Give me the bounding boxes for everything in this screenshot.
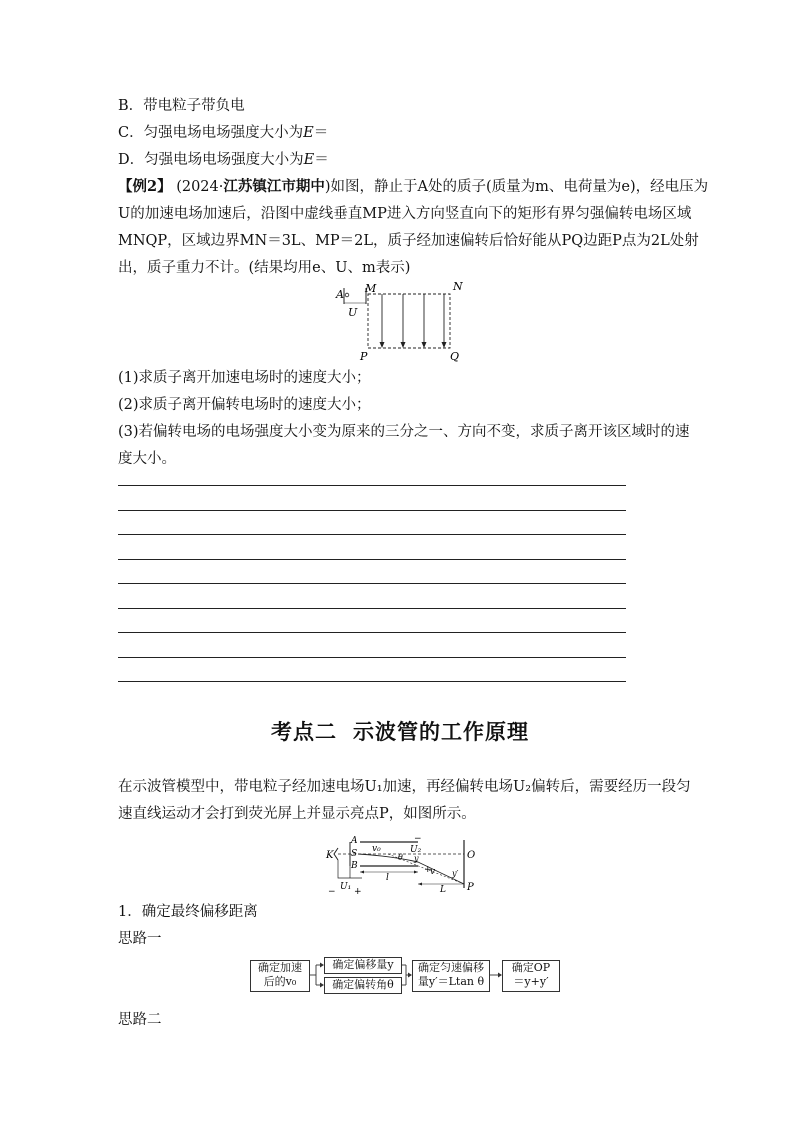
label-u: U bbox=[348, 306, 358, 319]
example2-line3: MNQP，区域边界MN＝3L、MP＝2L，质子经加速偏转后恰好能从PQ边距P点为2L处射 bbox=[118, 233, 699, 249]
source-name: 江苏镇江市期中 bbox=[223, 178, 325, 195]
label-m: M bbox=[365, 282, 377, 295]
flow-box-v0 bbox=[250, 960, 310, 992]
source-close: ) bbox=[324, 179, 331, 195]
field-region bbox=[368, 294, 450, 348]
label-o: O bbox=[467, 850, 476, 861]
option-c-text: C．匀强电场电场强度大小为 bbox=[118, 125, 304, 141]
label-a: A bbox=[336, 288, 344, 301]
trajectory bbox=[358, 854, 464, 884]
answer-line[interactable] bbox=[118, 681, 626, 682]
answer-line[interactable] bbox=[118, 583, 626, 584]
method-title: 1．确定最终偏移距离 bbox=[118, 904, 258, 920]
label-k: K bbox=[326, 850, 334, 861]
box4-line1: 确定匀速偏移 bbox=[418, 961, 484, 974]
route-two-label: 思路二 bbox=[118, 1012, 162, 1028]
answer-line[interactable] bbox=[118, 632, 626, 633]
option-b: B．带电粒子带负电 bbox=[118, 98, 245, 114]
label-v: v bbox=[430, 867, 436, 877]
section-number: 考点二 bbox=[271, 719, 337, 744]
flow-box-angle: 确定偏转角θ bbox=[324, 977, 402, 994]
box5-line2: ＝y+y′ bbox=[513, 975, 549, 988]
label-p: P bbox=[467, 882, 474, 893]
section2-intro-line2: 速直线运动才会打到荧光屏上并显示亮点P，如图所示。 bbox=[118, 806, 476, 822]
answer-line[interactable] bbox=[118, 534, 626, 535]
answer-line[interactable] bbox=[118, 608, 626, 609]
option-d-var: E bbox=[303, 152, 315, 168]
label-minus-1: − bbox=[328, 887, 336, 896]
route-one-label: 思路一 bbox=[118, 931, 162, 947]
answer-line[interactable] bbox=[118, 559, 626, 560]
example2-line1 bbox=[118, 177, 708, 197]
option-c-eq: ＝ bbox=[313, 125, 329, 141]
answer-line[interactable] bbox=[118, 510, 626, 511]
question-1: (1)求质子离开加速电场时的速度大小； bbox=[118, 370, 371, 386]
answer-line[interactable] bbox=[118, 485, 626, 486]
label-s: S bbox=[351, 849, 358, 859]
label-L: L bbox=[440, 885, 446, 895]
oscilloscope-figure bbox=[322, 834, 482, 896]
flow-box-op bbox=[502, 960, 560, 992]
label-q: Q bbox=[450, 350, 460, 363]
label-u2: U₂ bbox=[410, 845, 422, 855]
label-plus-1: + bbox=[354, 887, 362, 896]
label-y: y bbox=[414, 854, 419, 863]
box1-line2: 后的v₀ bbox=[263, 975, 297, 988]
source-open: (2024· bbox=[176, 179, 224, 195]
flow-box-offset: 确定偏移量y bbox=[324, 957, 402, 974]
label-plus-2: + bbox=[424, 865, 432, 875]
label-v0: v₀ bbox=[372, 844, 381, 854]
proton-dot bbox=[345, 293, 349, 297]
option-d-text: D．匀强电场电场强度大小为 bbox=[118, 152, 304, 168]
label-a: A bbox=[351, 836, 358, 846]
option-d bbox=[118, 150, 329, 170]
example2-line4: 出，质子重力不计。(结果均用e、U、m表示) bbox=[118, 260, 411, 276]
label-l: l bbox=[386, 873, 389, 883]
example2-line2: U的加速电场加速后，沿图中虚线垂直MP进入方向竖直向下的矩形有界匀强偏转电场区域 bbox=[118, 206, 692, 222]
section-heading bbox=[0, 716, 800, 746]
label-minus: − bbox=[414, 834, 422, 844]
label-u1: U₁ bbox=[340, 882, 352, 892]
question-3-line2: 度大小。 bbox=[118, 451, 176, 467]
option-c-var: E bbox=[303, 125, 314, 141]
box4-line2: 量y′＝Ltan θ bbox=[417, 975, 485, 988]
flow-box-uniform-offset bbox=[412, 960, 490, 992]
section-title: 示波管的工作原理 bbox=[353, 719, 529, 744]
field-lines bbox=[380, 294, 447, 348]
example-tag: 【例2】 bbox=[118, 178, 172, 195]
label-n: N bbox=[453, 280, 463, 293]
answer-line[interactable] bbox=[118, 657, 626, 658]
box5-line1: 确定OP bbox=[511, 961, 551, 974]
option-d-eq: ＝ bbox=[314, 152, 329, 168]
deflection-field-figure bbox=[330, 280, 470, 365]
option-c bbox=[118, 123, 328, 143]
box1-line1: 确定加速 bbox=[258, 961, 302, 974]
label-p: P bbox=[360, 350, 368, 363]
example2-line1-text: 如图，静止于A处的质子(质量为m、电荷量为e)，经电压为 bbox=[330, 179, 709, 195]
label-b: B bbox=[351, 861, 358, 871]
question-2: (2)求质子离开偏转电场时的速度大小； bbox=[118, 397, 371, 413]
cathode bbox=[334, 848, 338, 860]
label-theta: θ bbox=[398, 853, 403, 862]
question-3-line1: (3)若偏转电场的电场强度大小变为原来的三分之一、方向不变，求质子离开该区域时的速 bbox=[118, 424, 690, 440]
label-yprime: y′ bbox=[452, 869, 459, 878]
section2-intro-line1: 在示波管模型中，带电粒子经加速电场U₁加速，再经偏转电场U₂偏转后，需要经历一段匀 bbox=[118, 779, 691, 795]
